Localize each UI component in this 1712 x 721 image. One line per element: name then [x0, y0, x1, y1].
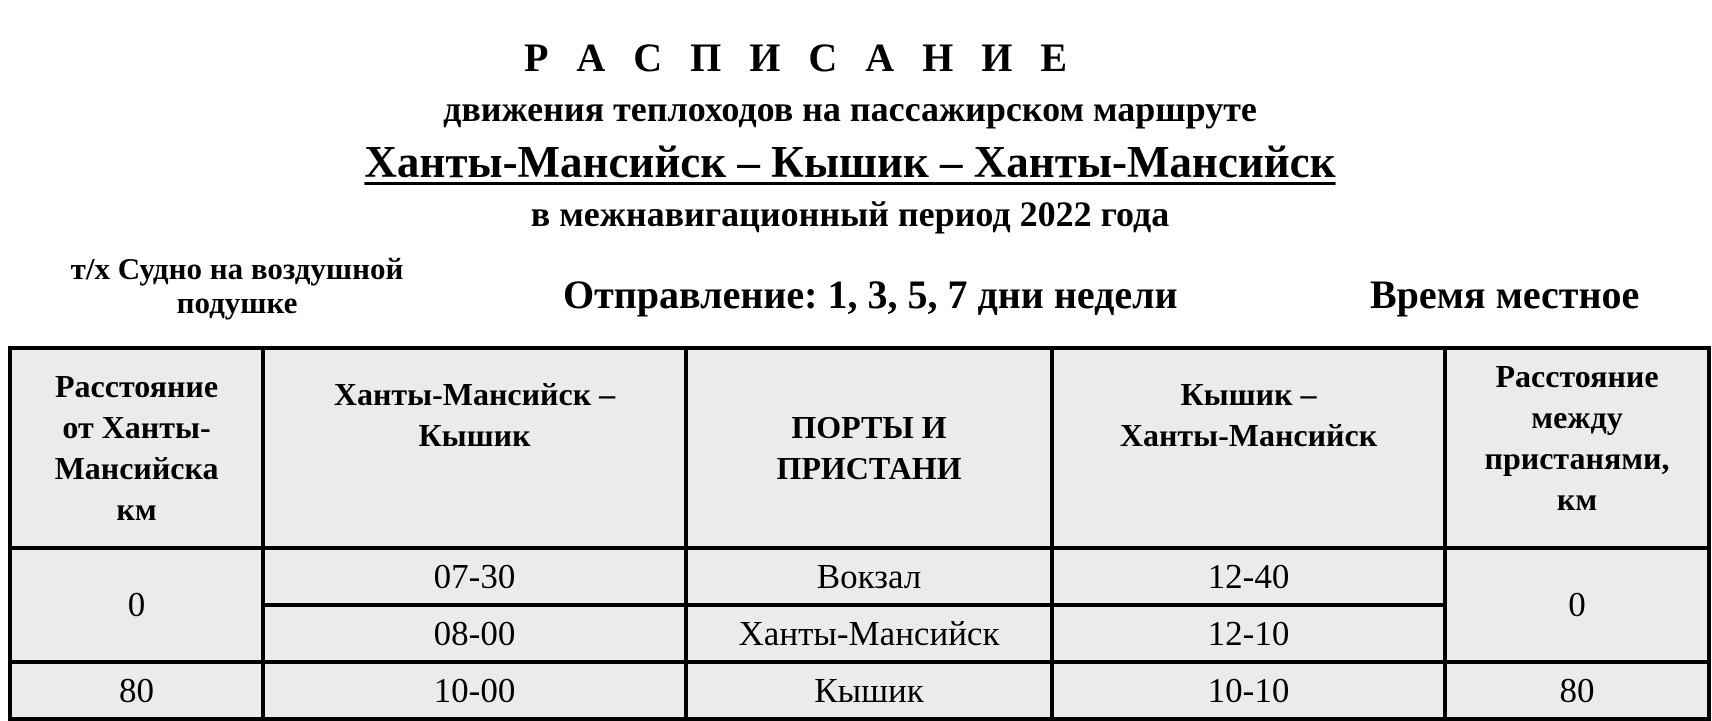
route-name-text: Ханты-Мансийск – Кышик – Ханты-Мансийск [364, 137, 1336, 187]
port-cell: Кышик [686, 662, 1052, 719]
header-line: ПРИСТАНИ [776, 450, 962, 486]
table-row [10, 548, 1709, 605]
header-line: Ханты-Мансийск – [333, 376, 616, 412]
vessel-type-line2: подушке [176, 285, 298, 320]
header-line: между [1531, 399, 1623, 435]
port-cell: Ханты-Мансийск [686, 605, 1052, 662]
header-forward-direction [263, 348, 686, 548]
schedule-subtitle: движения теплоходов на пассажирском маршруте [443, 89, 1257, 129]
backward-time-cell: 12-10 [1052, 605, 1445, 662]
header-line: пристанями, [1484, 440, 1670, 476]
forward-time-cell: 08-00 [263, 605, 686, 662]
distance-between-cell: 80 [1445, 662, 1709, 719]
table-row [10, 662, 1709, 719]
vessel-type [12, 252, 462, 320]
header-backward-direction [1052, 348, 1445, 548]
distance-between-cell: 0 [1445, 548, 1709, 662]
header-line: ПОРТЫ И [791, 409, 947, 445]
header-line: км [116, 491, 157, 527]
backward-time-cell: 12-40 [1052, 548, 1445, 605]
header-line: от Ханты- [62, 409, 211, 445]
distance-from-cell: 80 [10, 662, 263, 719]
header-distance-from [10, 348, 263, 548]
schedule-table [8, 346, 1711, 721]
header-line: Ханты-Мансийск [1119, 417, 1378, 453]
header-line: Расстояние [1495, 358, 1659, 394]
distance-from-cell: 0 [10, 548, 263, 662]
header-line: Кышик [418, 417, 531, 453]
schedule-period: в межнавигационный период 2022 года [530, 194, 1170, 234]
header-line: Кышик – [1180, 376, 1317, 412]
route-name [50, 136, 1650, 188]
forward-time-cell: 10-00 [263, 662, 686, 719]
backward-time-cell: 10-10 [1052, 662, 1445, 719]
header-ports [686, 348, 1052, 548]
local-time-note: Время местное [1370, 272, 1640, 317]
departure-days: Отправление: 1, 3, 5, 7 дни недели [563, 272, 1178, 317]
schedule-title: Р А С П И С А Н И Е [523, 35, 1077, 80]
header-distance-between [1445, 348, 1709, 548]
forward-time-cell: 07-30 [263, 548, 686, 605]
header-line: км [1556, 481, 1598, 517]
table-header-row [10, 348, 1709, 548]
header-line: Мансийска [54, 450, 219, 486]
header-line: Расстояние [54, 368, 219, 404]
port-cell: Вокзал [686, 548, 1052, 605]
vessel-type-line1: т/х Судно на воздушной [70, 251, 404, 286]
